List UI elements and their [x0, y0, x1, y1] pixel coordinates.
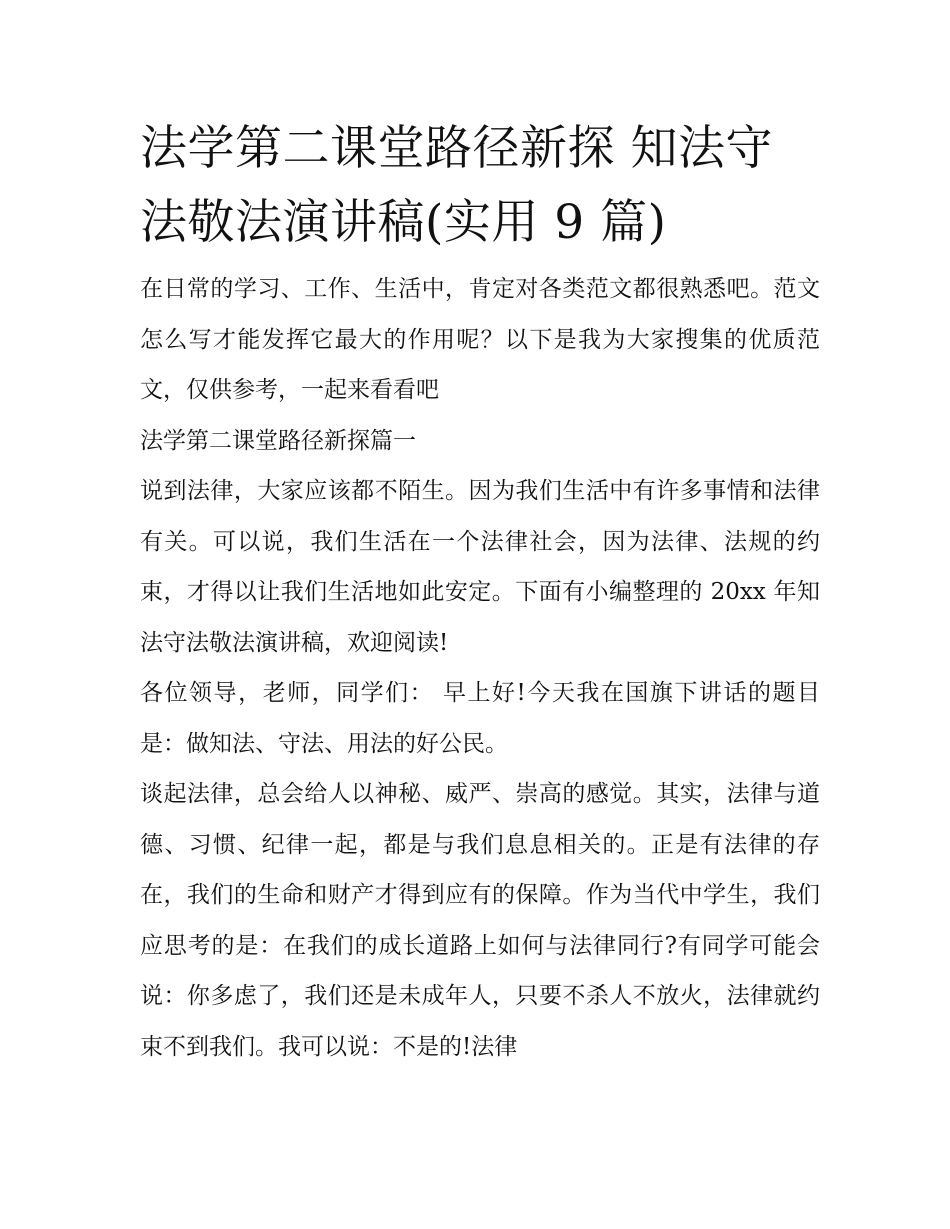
document-page	[140, 112, 820, 1072]
section-heading: 法学第二课堂路径新探篇一	[140, 427, 416, 454]
greeting-paragraph: 各位领导，老师，同学们： 早上好!今天我在国旗下讲话的题目是：做知法、守法、用法的好公民。	[140, 680, 820, 757]
intro-paragraph: 在日常的学习、工作、生活中，肯定对各类范文都很熟悉吧。范文怎么写才能发挥它最大的作用呢？以下是我为大家搜集的优质范文，仅供参考，一起来看看吧	[140, 276, 820, 403]
body-paragraph: 谈起法律，总会给人以神秘、威严、崇高的感觉。其实，法律与道德、习惯、纪律一起，都是与我们息息相关的。正是有法律的存在，我们的生命和财产才得到应有的保障。作为当代中学生，我们应思考的是：在我们的成长道路上如何与法律同行?有同学可能会说：你多虑了，我们还是未成年人，只要不杀人不放火，法律就约束不到我们。我可以说：不是的!法律	[140, 781, 820, 1060]
body-paragraph: 说到法律，大家应该都不陌生。因为我们生活中有许多事情和法律有关。可以说，我们生活在一个法律社会，因为法律、法规的约束，才得以让我们生活地如此安定。下面有小编整理的 20xx 年知法守法敬法演讲稿，欢迎阅读!	[140, 478, 820, 656]
document-title: 法学第二课堂路径新探 知法守 法敬法演讲稿(实用 9 篇)	[140, 121, 773, 250]
